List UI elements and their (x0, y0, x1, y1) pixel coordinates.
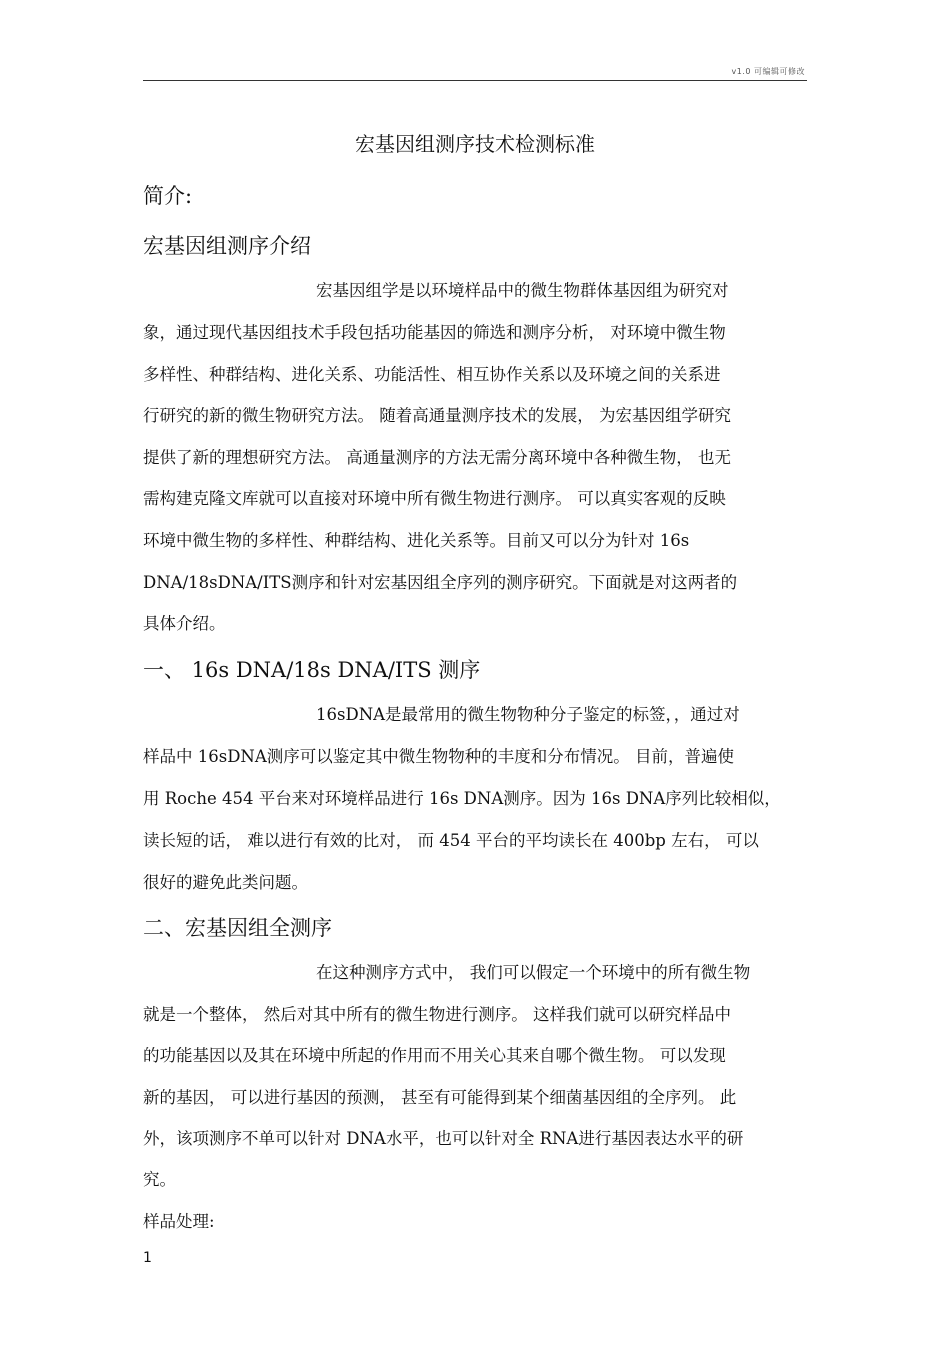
paragraph-line: 需构建克隆文库就可以直接对环境中所有微生物进行测序。 可以真实客观的反映 (143, 489, 726, 508)
heading-section-1: 一、 16s DNA/18s DNA/ITS 测序 (143, 658, 481, 682)
document-title: 宏基因组测序技术检测标准 (355, 132, 595, 156)
paragraph-line: 很好的避免此类问题。 (143, 873, 308, 892)
paragraph-line: 就是一个整体， 然后对其中所有的微生物进行测序。 这样我们就可以研究样品中 (143, 1005, 731, 1024)
paragraph-line: 读长短的话， 难以进行有效的比对， 而 454 平台的平均读长在 400bp 左右， 可以 (143, 831, 759, 850)
paragraph-line: 用 Roche 454 平台来对环境样品进行 16s DNA测序。因为 16s DNA序列比较相似， (143, 789, 781, 808)
paragraph-line: 外，该项测序不单可以针对 DNA水平，也可以针对全 RNA进行基因表达水平的研 (143, 1129, 744, 1148)
paragraph-line: 具体介绍。 (143, 614, 226, 633)
heading-intro-sub: 宏基因组测序介绍 (143, 234, 311, 258)
paragraph-line: 行研究的新的微生物研究方法。 随着高通量测序技术的发展， 为宏基因组学研究 (143, 406, 731, 425)
version-tag: v1.0 可编辑可修改 (731, 67, 805, 76)
paragraph-line: 提供了新的理想研究方法。 高通量测序的方法无需分离环境中各种微生物， 也无 (143, 448, 731, 467)
paragraph-line: DNA/18sDNA/ITS测序和针对宏基因组全序列的测序研究。下面就是对这两者的 (143, 573, 738, 592)
header-rule (143, 80, 807, 81)
paragraph-line: 环境中微生物的多样性、种群结构、进化关系等。目前又可以分为针对 16s (143, 531, 690, 550)
page-number: 1 (143, 1250, 152, 1266)
paragraph-line: 在这种测序方式中， 我们可以假定一个环境中的所有微生物 (316, 963, 751, 982)
paragraph-line: 究。 (143, 1170, 176, 1189)
paragraph-line: 宏基因组学是以环境样品中的微生物群体基因组为研究对 (316, 281, 729, 300)
paragraph-line: 16sDNA是最常用的微生物物种分子鉴定的标签，，通过对 (316, 705, 740, 724)
heading-intro: 简介: (143, 184, 193, 208)
paragraph-line: 新的基因， 可以进行基因的预测， 甚至有可能得到某个细菌基因组的全序列。 此 (143, 1088, 737, 1107)
heading-section-2: 二、宏基因组全测序 (143, 916, 332, 940)
heading-sample-processing: 样品处理: (143, 1212, 215, 1231)
paragraph-line: 样品中 16sDNA测序可以鉴定其中微生物物种的丰度和分布情况。 目前，普遍使 (143, 747, 735, 766)
paragraph-line: 多样性、种群结构、进化关系、功能活性、相互协作关系以及环境之间的关系进 (143, 365, 721, 384)
paragraph-line: 的功能基因以及其在环境中所起的作用而不用关心其来自哪个微生物。 可以发现 (143, 1046, 726, 1065)
paragraph-line: 象，通过现代基因组技术手段包括功能基因的筛选和测序分析， 对环境中微生物 (143, 323, 726, 342)
